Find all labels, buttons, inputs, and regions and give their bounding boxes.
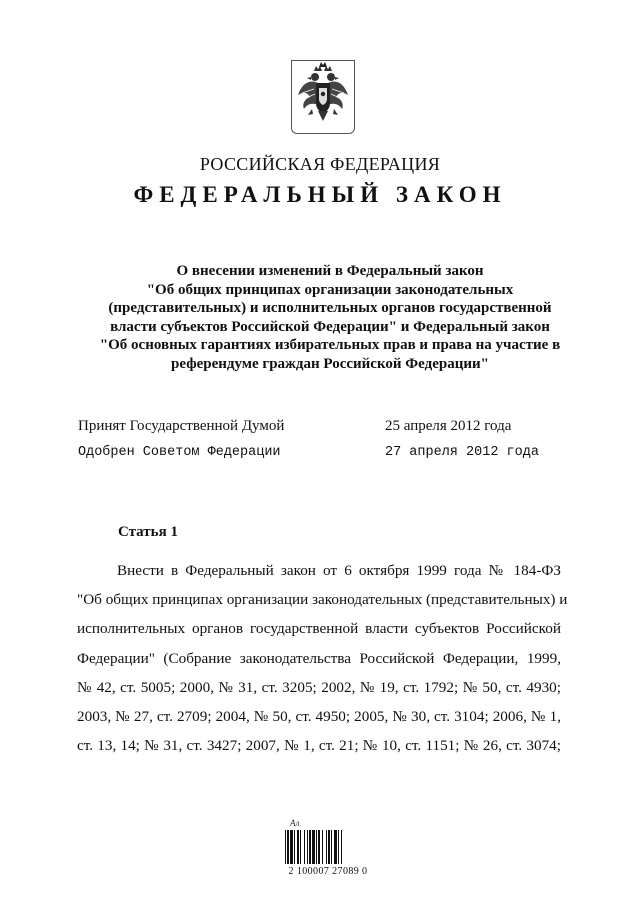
subject-line: "Об общих принципах организации законодательных bbox=[146, 281, 514, 298]
article-heading: Статья 1 bbox=[118, 524, 178, 540]
barcode-bar bbox=[304, 830, 305, 864]
barcode-bar bbox=[312, 830, 315, 864]
subject-line: власти субъектов Российской Федерации" и Федеральный закон bbox=[110, 318, 550, 335]
barcode-bar bbox=[341, 830, 342, 864]
barcode-bar bbox=[285, 830, 286, 864]
barcode-bar bbox=[328, 830, 330, 864]
barcode-bar bbox=[331, 830, 332, 864]
barcode-bar bbox=[338, 830, 339, 864]
body-line: Федерации" (Собрание законодательства Российской Федерации, 1999, bbox=[77, 649, 561, 667]
subject-line: О внесении изменений в Федеральный закон bbox=[176, 263, 484, 279]
article-body bbox=[77, 556, 568, 760]
duma-adoption-date: 25 апреля 2012 года bbox=[385, 418, 512, 434]
barcode-bar bbox=[297, 830, 299, 864]
body-line: Внести в Федеральный закон от 6 октября 1999 года № 184-ФЗ bbox=[117, 562, 561, 579]
barcode-bar bbox=[294, 830, 295, 864]
subject-line: "Об основных гарантиях избирательных прав и права на участие в bbox=[99, 337, 561, 353]
body-line: № 42, ст. 5005; 2000, № 31, ст. 3205; 2002, № 19, ст. 1792; № 50, ст. 4930; bbox=[77, 678, 561, 696]
barcode-bar bbox=[300, 830, 301, 864]
body-line: исполнительных органов государственной власти субъектов Российской bbox=[77, 620, 561, 638]
duma-adoption-label: Принят Государственной Думой bbox=[78, 418, 285, 434]
subject-line: референдуме граждан Российской Федерации" bbox=[171, 355, 489, 372]
barcode-bar bbox=[326, 830, 327, 864]
council-approval-date: 27 апреля 2012 года bbox=[385, 445, 539, 460]
barcode-bar bbox=[318, 830, 320, 864]
barcode-bar bbox=[307, 830, 308, 864]
barcode-number: 2 100007 27089 0 bbox=[288, 866, 368, 877]
country-name: РОССИЙСКАЯ ФЕДЕРАЦИЯ bbox=[199, 154, 441, 174]
council-approval-label: Одобрен Советом Федерации bbox=[78, 445, 281, 460]
document-type-title: ФЕДЕРАЛЬНЫЙ ЗАКОН bbox=[133, 182, 507, 207]
body-line: "Об общих принципах организации законодательных (представительных) и bbox=[77, 591, 568, 609]
barcode-bar bbox=[290, 830, 293, 864]
barcode-bar bbox=[309, 830, 311, 864]
barcode-bar bbox=[334, 830, 337, 864]
barcode-bar bbox=[316, 830, 317, 864]
subject-line: (представительных) и исполнительных органов государственной bbox=[108, 300, 552, 316]
barcode-bar bbox=[322, 830, 323, 864]
barcode bbox=[284, 818, 370, 876]
barcode-bars-icon bbox=[284, 830, 370, 864]
body-line: ст. 13, 14; № 31, ст. 3427; 2007, № 1, ст. 21; № 10, ст. 1151; № 26, ст. 3074; bbox=[77, 737, 561, 755]
coat-of-arms-icon bbox=[291, 60, 355, 134]
barcode-bar bbox=[287, 830, 289, 864]
law-subject bbox=[60, 262, 600, 373]
body-line: 2003, № 27, ст. 2709; 2004, № 50, ст. 4950; 2005, № 30, ст. 3104; 2006, № 1, bbox=[77, 707, 561, 725]
signature-mark: Ал bbox=[290, 818, 300, 828]
